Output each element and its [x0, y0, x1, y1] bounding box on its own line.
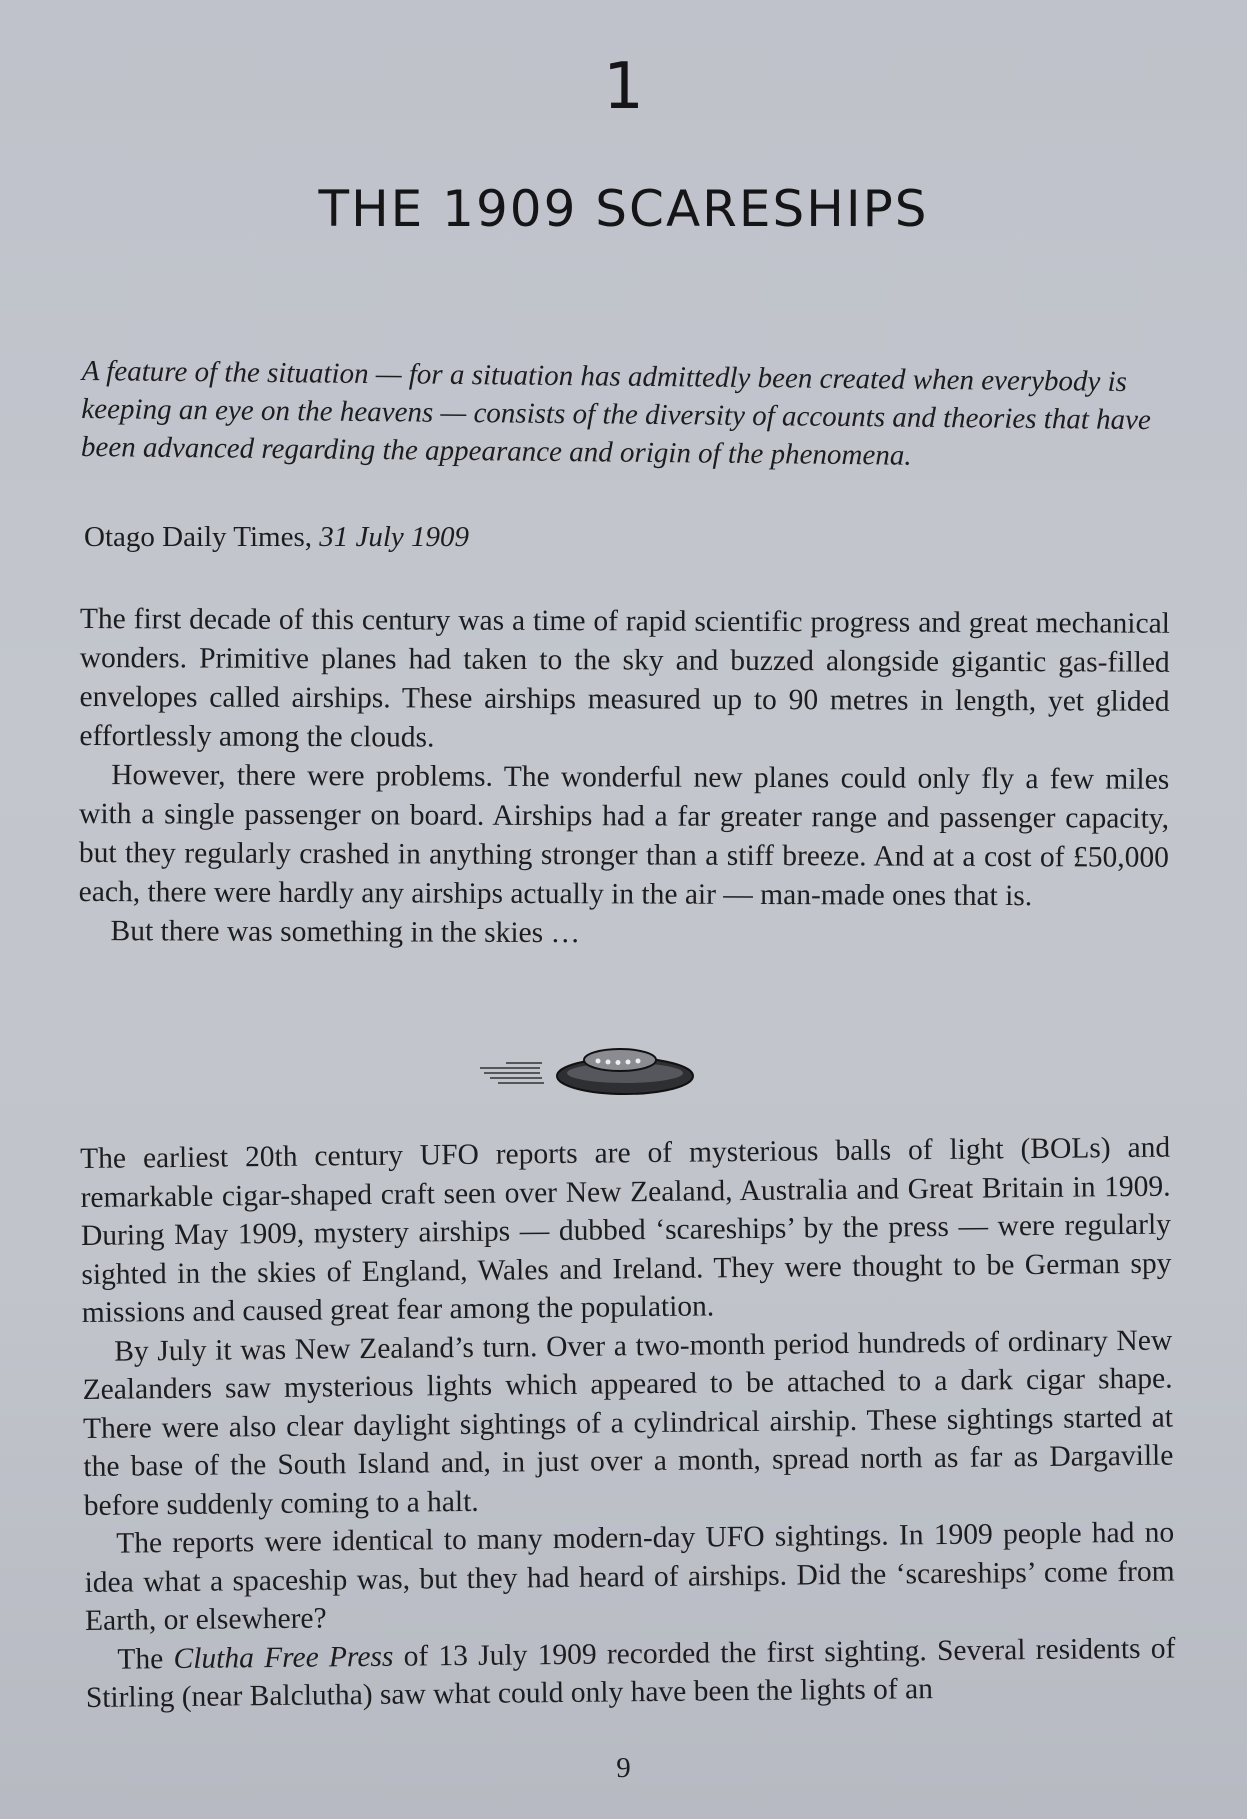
- text-run: The: [117, 1642, 174, 1676]
- body-paragraph: However, there were problems. The wonderful new planes could only fly a few miles with a single passenger on board. Airships had a far greater range and passenger capacity, but they regularly crashed in anything stronger than a stiff breeze. And at a cost of £50,000 each, there were hardly any airships actually in the air — man-made ones that is.: [78, 759, 1170, 913]
- body-paragraph: The first decade of this century was a time of rapid scientific progress and great mechanical wonders. Primitive planes had taken to the sky and buzzed alongside gigantic gas-filled envelopes called airships. These airships measured up to 90 metres in length, yet glided effortlessly among the clouds.: [79, 603, 1170, 754]
- chapter-title: THE 1909 SCARESHIPS: [318, 180, 929, 238]
- body-section-intro: [78, 600, 1170, 956]
- epigraph-date: 31 July 1909: [319, 521, 470, 553]
- epigraph-quote: A feature of the situation — for a situation has admittedly been created when everybody is keeping an eye on the heavens — consists of the diversity of accounts and theories that have been advanced regarding the appearance and origin of the phenomena.: [80, 354, 1152, 472]
- body-paragraph: The reports were identical to many modern-day UFO sightings. In 1909 people had no idea what a spaceship was, but they had heard of airships. Did the ‘scareships’ come from Earth, or elsewhere?: [84, 1516, 1175, 1637]
- body-paragraph: The earliest 20th century UFO reports are of mysterious balls of light (BOLs) and remarkable cigar-shaped craft seen over New Zealand, Australia and Great Britain in 1909. During May 1909, mystery airships — dubbed ‘scareships’ by the press — were regularly sighted in the skies of England, Wales and Ireland. They were thought to be German spy missions and caused great fear among the population.: [80, 1131, 1172, 1329]
- chapter-number: 1: [603, 50, 644, 124]
- body-paragraph: [85, 1629, 1176, 1717]
- page-number: 9: [616, 1752, 631, 1784]
- text-run: of 13 July 1909 recorded the first sighting. Several residents of Stirling (near Balclutha) saw what could only have been the lights of an: [85, 1632, 1176, 1714]
- epigraph-attribution: [84, 518, 469, 556]
- body-paragraph: By July it was New Zealand’s turn. Over a two-month period hundreds of ordinary New Zealanders saw mysterious lights which appeared to be attached to a dark cigar shape. There were also clear daylight sightings of a cylindrical airship. These sightings started at the base of the South Island and, in just over a month, spread north as far as Dargaville before suddenly coming to a halt.: [82, 1324, 1174, 1522]
- epigraph-source: Otago Daily Times,: [84, 521, 312, 553]
- body-section-main: [80, 1129, 1176, 1718]
- newspaper-title: Clutha Free Press: [173, 1640, 394, 1675]
- body-paragraph: But there was something in the skies …: [110, 915, 581, 950]
- flying-saucer-icon: [480, 1040, 700, 1100]
